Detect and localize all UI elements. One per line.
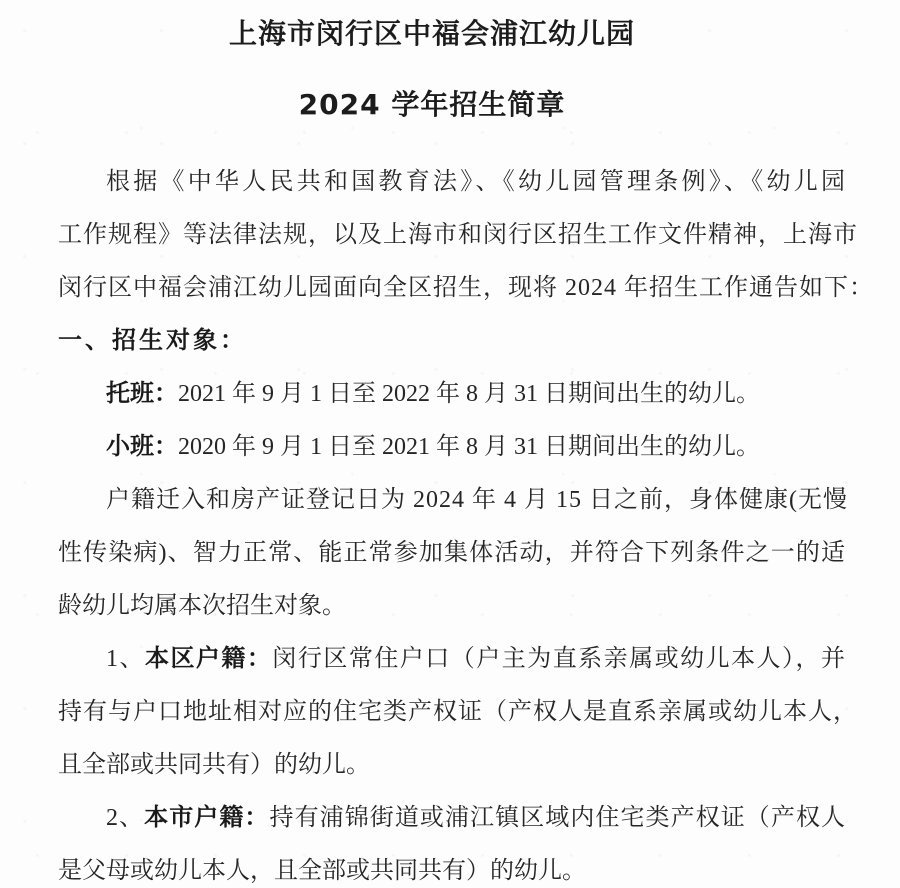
- doc-line: [58, 580, 846, 633]
- doc-line-segment: 持有与户口地址相对应的住宅类产权证（产权人是直系亲属或幼儿本人，: [58, 699, 858, 725]
- doc-line-bold-segment: 本市户籍：: [144, 805, 270, 831]
- doc-line-bold-segment: 小班：: [106, 434, 178, 460]
- doc-line-segment: 户籍迁入和房产证登记日为 2024 年 4 月 15 日之前，身体健康(无慢: [106, 487, 848, 513]
- document-body: [0, 156, 900, 888]
- document-title: 上海市闵行区中福会浦江幼儿园: [228, 17, 635, 50]
- doc-line-segment: 龄幼儿均属本次招生对象。: [58, 593, 346, 619]
- doc-line: [58, 262, 874, 315]
- doc-line-segment: 1、: [106, 646, 145, 672]
- doc-line-segment: 持有浦锦街道或浦江镇区域内住宅类产权证（产权人: [269, 805, 847, 831]
- doc-line: [58, 209, 858, 262]
- doc-line: [58, 686, 858, 739]
- document-header: [0, 0, 900, 120]
- doc-line: [58, 739, 846, 792]
- doc-line: [58, 845, 846, 888]
- doc-line-segment: 闵行区常住户口（户主为直系亲属或幼儿本人），并: [272, 646, 847, 672]
- doc-line-bold-segment: 一、招生对象：: [58, 328, 247, 354]
- doc-line-segment: 闵行区中福会浦江幼儿园面向全区招生，现将 2024 年招生工作通告如下：: [58, 275, 874, 301]
- doc-line-segment: 2021 年 9 月 1 日至 2022 年 8 月 31 日期间出生的幼儿。: [178, 381, 760, 407]
- doc-line-bold-segment: 托班：: [106, 381, 178, 407]
- doc-line-segment: 根据《中华人民共和国教育法》、《幼儿园管理条例》、《幼儿园: [106, 169, 846, 195]
- doc-line: [58, 368, 846, 421]
- doc-line: [58, 633, 846, 686]
- doc-line-segment: 且全部或共同共有）的幼儿。: [58, 752, 370, 778]
- doc-line-bold-segment: 本区户籍：: [144, 646, 273, 672]
- doc-line: [58, 156, 846, 209]
- doc-line-segment: 工作规程》等法律法规，以及上海市和闵行区招生工作文件精神，上海市: [58, 222, 858, 248]
- doc-line-segment: 性传染病)、智力正常、能正常参加集体活动，并符合下列条件之一的适: [58, 540, 846, 566]
- doc-line-segment: 2020 年 9 月 1 日至 2021 年 8 月 31 日期间出生的幼儿。: [178, 434, 760, 460]
- doc-line: [58, 527, 846, 580]
- doc-line-segment: 是父母或幼儿本人，且全部或共同共有）的幼儿。: [58, 858, 586, 884]
- doc-line: [58, 421, 846, 474]
- doc-line: [58, 315, 846, 368]
- doc-line: [58, 474, 846, 527]
- document-subtitle: 2024 学年招生简章: [298, 88, 566, 121]
- doc-line: [58, 792, 846, 845]
- doc-line-segment: 2、: [106, 805, 145, 831]
